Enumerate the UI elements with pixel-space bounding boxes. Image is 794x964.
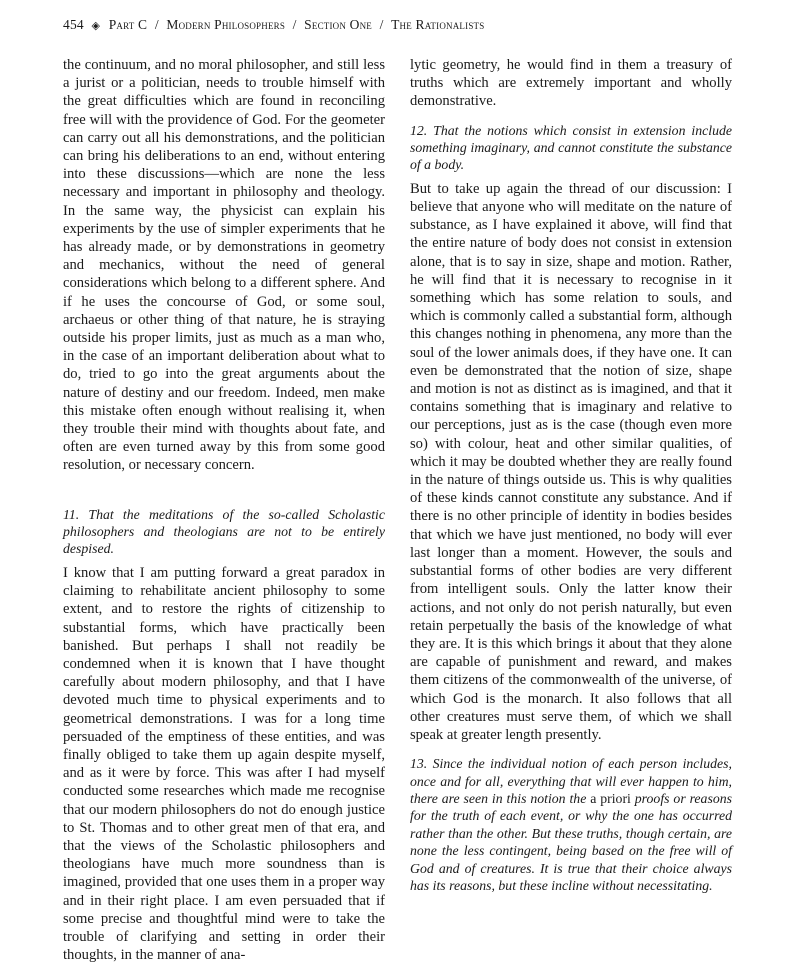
page-number: 454	[63, 17, 84, 32]
heading-13-text: 13. Since the individual notion of each person includes, once and for all, everything that will ever happen to him, there are seen in this notion the	[410, 756, 732, 806]
diamond-ornament-icon: ◈	[91, 20, 101, 32]
section-heading-13	[410, 755, 732, 894]
running-header	[63, 17, 484, 33]
heading-13-text-cont: proofs or reasons for the truth of each event, or why the one has occurred rather than the other. But these truths, though certain, are none the less contingent, being based on the free will of God and of creatures. It is true that their choice always has its reasons, but these incline without necessitating.	[410, 790, 732, 893]
header-section: Section One	[304, 17, 372, 32]
section-heading-12: 12. That the notions which consist in extension include something imaginary, and cannot constitute the substance of a body.	[410, 122, 732, 173]
heading-13-apriori: a priori	[590, 790, 631, 806]
right-column	[410, 56, 732, 900]
header-separator: /	[379, 17, 384, 32]
header-chapter: The Rationalists	[391, 17, 485, 32]
header-part: Part C	[108, 17, 148, 32]
header-separator: /	[292, 17, 297, 32]
header-separator: /	[154, 17, 159, 32]
left-column	[63, 56, 385, 964]
body-paragraph: lytic geometry, he would find in them a treasury of truths which are extremely important and wholly demonstrative.	[410, 57, 732, 110]
body-paragraph: the continuum, and no moral philosopher, and still less a jurist or a politician, needs to trouble himself with the great difficulties which are found in reconciling free will with the providence of God. For the geometer can carry out all his demonstrations, and the politician can bring his deliberations to an end, without entering into these discussions—which are none the less necessary and important in philosophy and theology. In the same way, the physicist can explain his experiments by the use of simpler experiments that he has already made, or by demonstrations in geometry and mechanics, without the need of general considerations which belong to a different sphere. And if he uses the concourse of God, or some soul, archaeus or other thing of that nature, he is straying outside his proper limits, just as much as a man who, in the case of an important deliberation about what to do, tried to go into the great arguments about the nature of destiny and our freedom. Indeed, men make this mistake often enough without realising it, when they trouble their mind with thoughts about fate, and often are even turned away by this from some good resolution, or necessary concern.	[63, 57, 385, 474]
section-heading-11: 11. That the meditations of the so-called Scholastic philosophers and theologians are not to be entirely despised.	[63, 506, 385, 557]
body-paragraph: But to take up again the thread of our discussion: I believe that anyone who will meditate on the nature of substance, as I have explained it above, will find that the entire nature of body does not consist in extension alone, that is to say in size, shape and motion. Rather, he will find that it is necessary to recognise in it something which has some relation to souls, and which is commonly called a substantial form, although this changes nothing in phenomena, any more than the soul of the lower animals does, if they have one. It can even be demonstrated that the notion of size, shape and motion is not as distinct as is imagined, and that it contains something that is imaginary and relative to our perceptions, just as is the case (though even more so) with colour, heat and other similar qualities, of which it may be doubted whether they are really found in the nature of things outside us. This is why qualities of these kinds cannot constitute any substance. And if there is no other principle of identity in bodies besides that which we have just mentioned, no body will ever last longer than a moment. However, the souls and substantial forms of other bodies are very different from intelligent souls. Only the latter know their actions, and not only do not perish naturally, but even retain perpetually the basis of the knowledge of what they are. It is this which brings it about that they alone are capable of punishment and reward, and makes them citizens of the commonwealth of the universe, of which God is the monarch. It also follows that all other creatures must serve them, of which we shall speak at greater length presently.	[410, 180, 732, 743]
body-paragraph: I know that I am putting forward a great paradox in claiming to rehabilitate ancient philosophy to some extent, and to restore the rights of citizenship to substantial forms, which have practically been banished. But perhaps I shall not readily be condemned when it is known that I have thought carefully about modern philosophy, and that I have devoted much time to physical experiments and to geometrical demonstrations. I was for a long time persuaded of the emptiness of these entities, and was finally obliged to take them up again despite myself, and as it were by force. This was after I had myself conducted some researches which made me recognise that our modern philosophers do not do enough justice to St. Thomas and to other great men of that era, and that the views of the Scholastic philosophers and theologians have much more soundness than is imagined, provided that one uses them in a proper way and in their right place. I am even persuaded that if some precise and thoughtful mind were to take the trouble of clarifying and setting in order their thoughts, in the manner of ana-	[63, 564, 385, 964]
header-book-section: Modern Philosophers	[166, 17, 286, 32]
